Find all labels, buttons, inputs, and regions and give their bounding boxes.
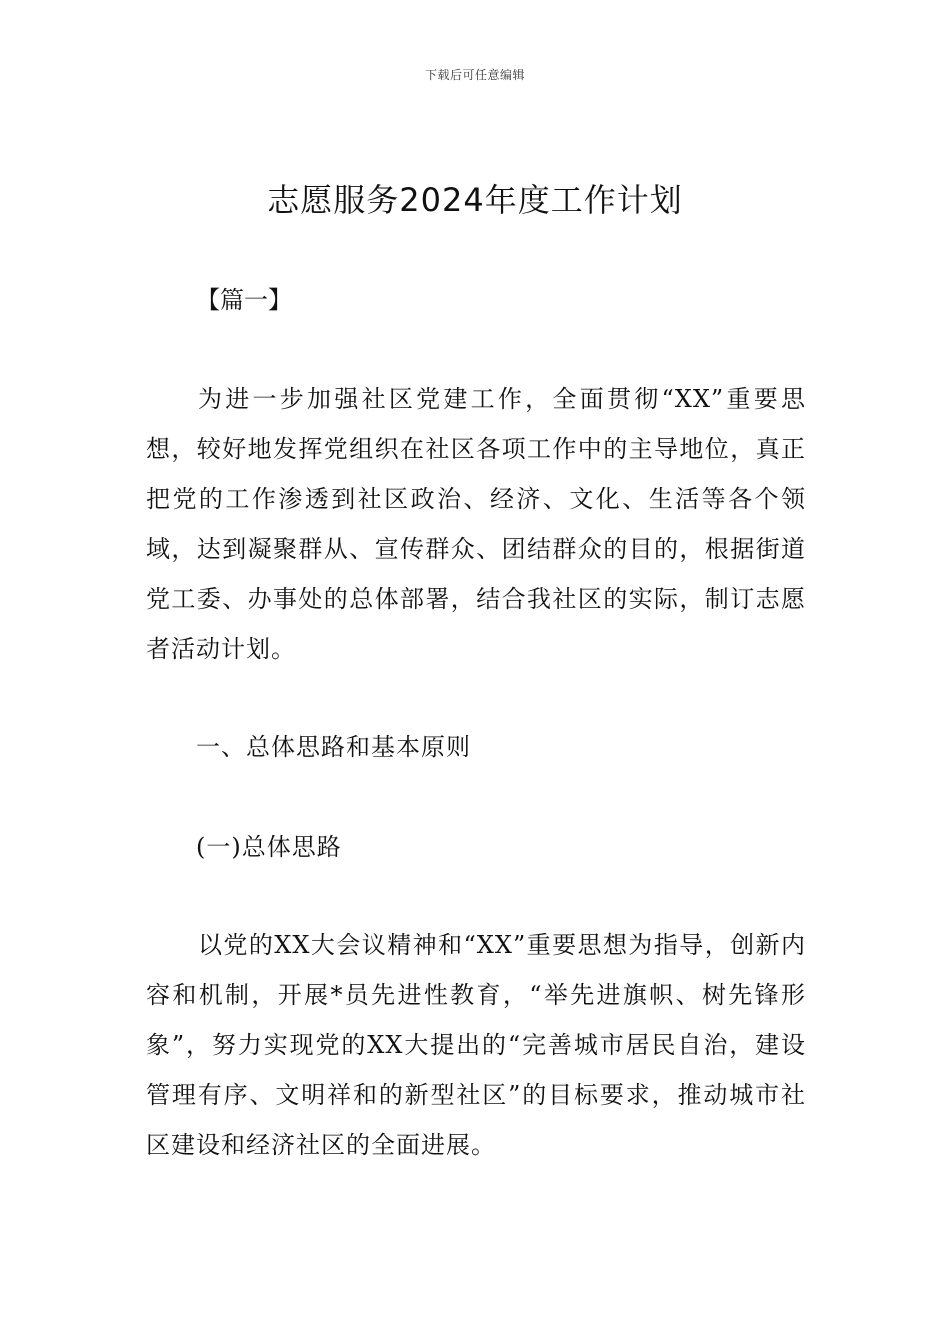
- section-mark: 【篇一】: [196, 286, 292, 314]
- section-heading-1: 一、总体思路和基本原则: [196, 733, 471, 761]
- body-paragraph-2: 以党的XX大会议精神和“XX”重要思想为指导，创新内容和机制，开展*员先进性教育，“举先进旗帜、树先锋形象”，努力实现党的XX大提出的“完善城市居民自治，建设管理有序、文明祥和的新型社区”的目标要求，推动城市社区建设和经济社区的全面进展。: [146, 931, 806, 1159]
- document-title: 志愿服务2024年度工作计划: [267, 181, 683, 219]
- body-paragraph-1: 为进一步加强社区党建工作，全面贯彻“XX”重要思想，较好地发挥党组织在社区各项工作中的主导地位，真正把党的工作渗透到社区政治、经济、文化、生活等各个领域，达到凝聚群从、宣传群众、团结群众的目的，根据街道党工委、办事处的总体部署，结合我社区的实际，制订志愿者活动计划。: [146, 385, 806, 663]
- header-note: 下载后可任意编辑: [424, 68, 525, 82]
- subsection-heading-1: (一)总体思路: [196, 833, 342, 861]
